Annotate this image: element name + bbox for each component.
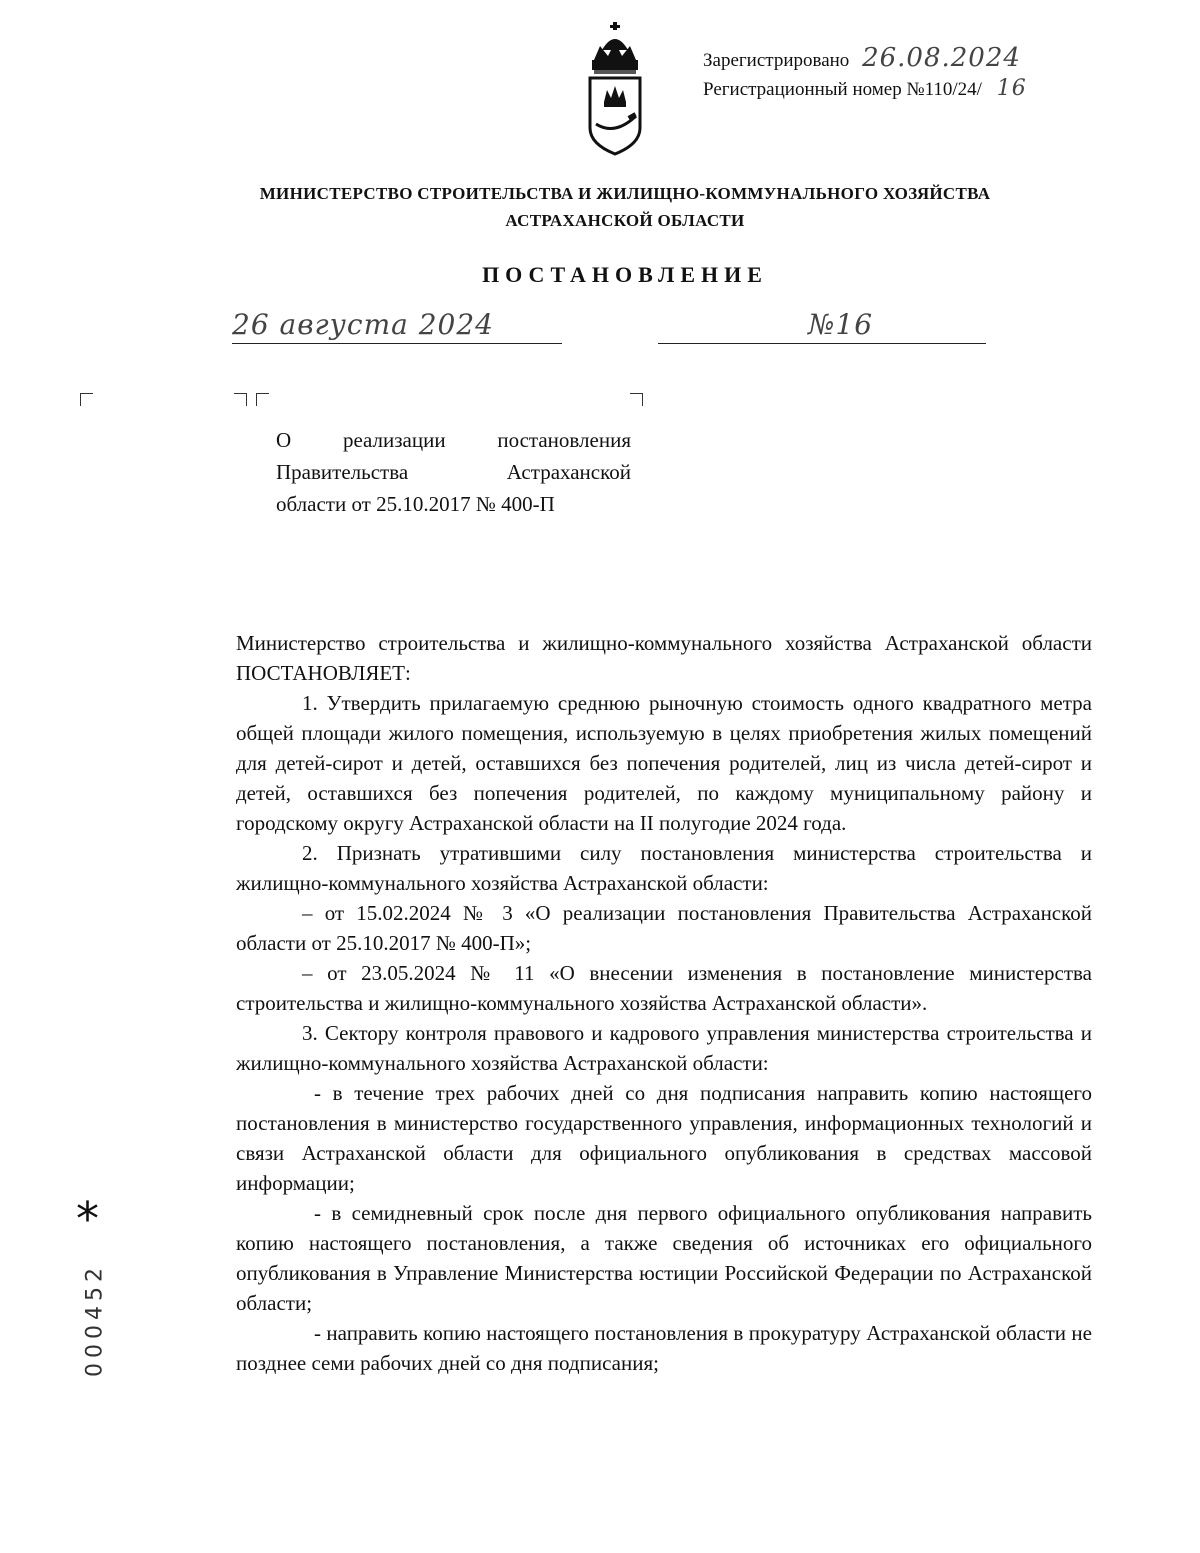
body-paragraph-3c: - направить копию настоящего постановления в прокуратуру Астраханской области не позднее семи рабочих дней со дня подписания; [236,1321,1092,1375]
coat-of-arms-icon [582,20,648,156]
body-paragraph-1: 1. Утвердить прилагаемую среднюю рыночную стоимость одного квадратного метра общей площади жилого помещения, используемую в целях приобретения жилых помещений для детей-сирот и детей, оставшихся без попечения родителей, лиц из числа детей-сирот и детей, оставшихся без попечения родителей, по каждому муниципальному району и городскому округу Астраханской области на II полугодие 2024 года. [236,691,1092,835]
registration-number-handwritten: 16 [996,76,1027,101]
ministry-header [150,180,1100,234]
body-paragraph-2b: – от 23.05.2024 № 11 «О внесении изменения в постановление министерства строительства и жилищно-коммунального хозяйства Астраханской области». [236,961,1092,1015]
ministry-name-line1: МИНИСТЕРСТВО СТРОИТЕЛЬСТВА И ЖИЛИЩНО-КОММУНАЛЬНОГО ХОЗЯЙСТВА [259,184,991,203]
subject-line: Правительства Астраханской [276,460,631,484]
registration-label: Зарегистрировано [703,50,850,71]
document-body [236,628,1092,1378]
registration-number-line [703,75,1027,104]
body-intro: Министерство строительства и жилищно-коммунального хозяйства Астраханской области ПОСТАНОВЛЯЕТ: [236,631,1092,685]
document-number-handwritten: №16 [808,308,874,341]
margin-serial-number: 000452 [82,1263,108,1377]
corner-bracket [630,393,643,406]
corner-bracket [234,393,247,406]
registration-date-handwritten: 26.08.2024 [862,43,1021,73]
document-date-field [232,305,562,344]
document-number-field [658,305,986,344]
document-subject [276,424,631,520]
document-date-handwritten: 26 августа 2024 [232,308,494,341]
ministry-name-line2: АСТРАХАНСКОЙ ОБЛАСТИ [505,211,745,230]
body-paragraph-2a: – от 15.02.2024 № 3 «О реализации постановления Правительства Астраханской области от 25.10.2017 № 400-П»; [236,901,1092,955]
corner-bracket [256,393,269,406]
subject-line: О реализации постановления [276,428,631,452]
body-paragraph-3b: - в семидневный срок после дня первого официального опубликования направить копию настоящего постановления, а также сведения об источниках его официального опубликования в Управление Министерства юстиции Российской Федерации по Астраханской области; [236,1201,1092,1315]
margin-star-mark: * [76,1192,99,1246]
body-paragraph-2: 2. Признать утратившими силу постановления министерства строительства и жилищно-коммунального хозяйства Астраханской области: [236,841,1092,895]
body-paragraph-3: 3. Сектору контроля правового и кадрового управления министерства строительства и жилищно-коммунального хозяйства Астраханской области: [236,1021,1092,1075]
subject-line: области от 25.10.2017 № 400-П [276,492,555,516]
registration-block [703,44,1027,104]
document-type-title: ПОСТАНОВЛЕНИЕ [482,262,768,287]
body-paragraph-3a: - в течение трех рабочих дней со дня подписания направить копию настоящего постановления в министерство государственного управления, информационных технологий и связи Астраханской области для официального опубликования в средствах массовой информации; [236,1081,1092,1195]
corner-bracket [80,393,93,406]
registration-number-label: Регистрационный номер №110/24/ [703,79,982,100]
registration-date-line [703,44,1027,75]
